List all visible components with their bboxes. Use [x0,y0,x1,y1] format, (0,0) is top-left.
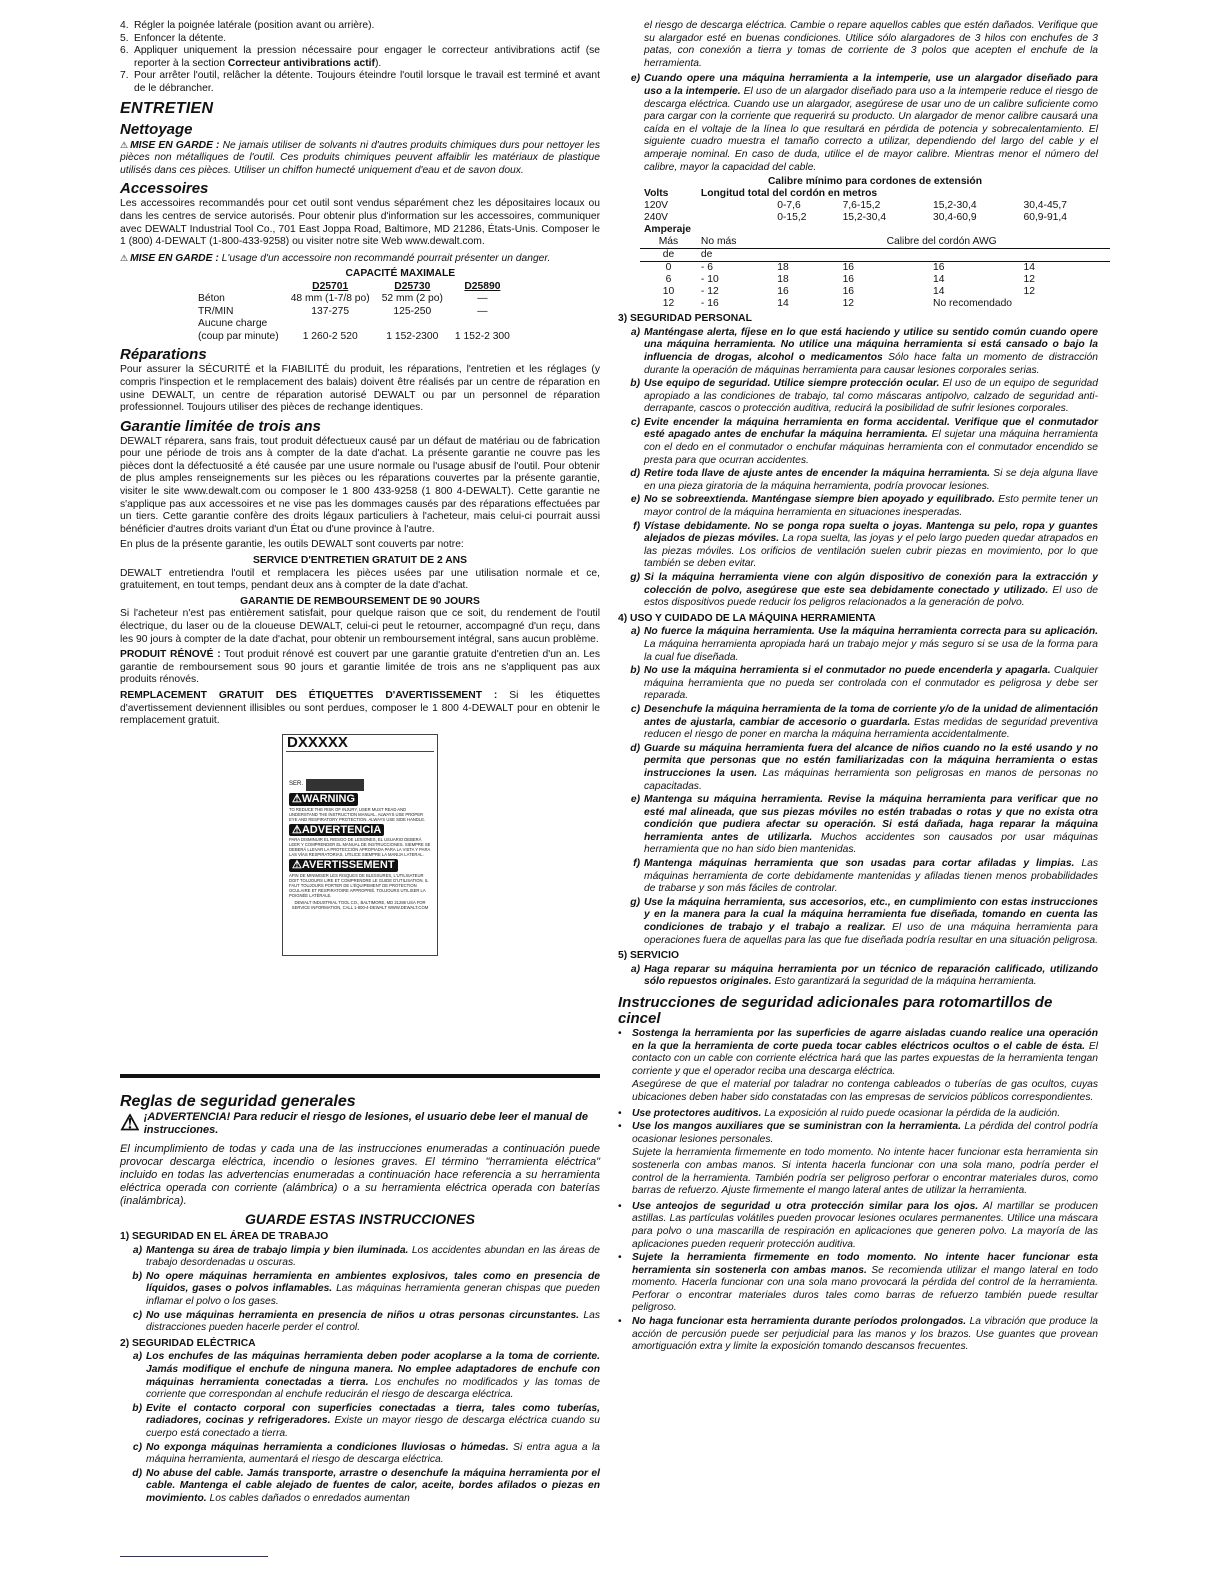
warning-triangle-icon: ⚠ [120,1110,140,1135]
label-divider [286,751,434,752]
item-text [146,1271,600,1309]
produit-renove [120,649,600,687]
item-key: c) [132,1309,142,1321]
ext-table-title: Calibre mínimo para cordones de extensión [767,176,982,188]
item-key: b) [132,1270,142,1282]
item-key: a) [630,626,640,638]
cell: 52 mm (2 po) [381,293,443,305]
step-text-part: Appliquer uniquement la pression nécessaire pour engager le correcteur antivibrations actif (se reporter à la section [134,45,600,69]
item-text [644,704,1098,742]
etiquettes-label: REMPLACEMENT GRATUIT DES ÉTIQUETTES D'AVERTISSEMENT : [120,689,498,701]
item-key: b) [630,378,640,390]
step-number: 7. [120,70,129,82]
cell-value: 12 [707,286,719,298]
label-serial [289,778,437,791]
item-body: Esto garantizará la seguridad de la máquina herramienta. [771,976,1037,988]
reparations-text: Pour assurer la SÉCURITÉ et la FIABILITÉ du produit, les réparations, l'entretien et les réglages (y compris l'inspection et le remplacement des balais) doivent être réalisés par un centre de réparation en usine DEWALT, un centre de réparation autorisé DEWALT ou par un personnel de réparation professionnel. Toujours utiliser des pièces de rechange identiques. [120,364,600,414]
item-text [644,743,1098,793]
cell: - 12 [700,286,719,298]
capacity-table [192,268,516,343]
list-item [618,704,1098,742]
step-text: Régler la poignée latérale (position avant ou arrière). [134,20,375,31]
service-title: SERVICE D'ENTRETIEN GRATUIT DE 2 ANS [253,555,467,567]
service-text: DEWALT entretiendra l'outil et remplacera les pièces usées par une utilisation normale et ce, gratuitement, en tout temps, pendant deux ans à compter de la date d'achat. [120,567,600,592]
label-warning-badge: ⚠WARNING [289,793,358,806]
cell: 12 [1023,286,1035,298]
item-text [146,1403,600,1441]
garantie-text-2: En plus de la présente garantie, les outils DEWALT sont couverts par notre: [120,539,464,551]
item-bold: Sujete la herramienta firmemente en todo momento. No intente hacer funcionar esta herramienta sin sostenerla con ambas manos. [632,1252,1098,1276]
warning-triangle-icon: ⚠ [120,139,129,150]
item-body: Sólo hace falta un momento de distracción durante la operación de máquinas herramienta para causar lesiones corporales serias. [644,351,1098,376]
cell: - 6 [700,262,713,274]
item-body: Muchos accidentes son causados por usar máquinas herramienta que no han sido bien mantenidas. [644,831,1099,856]
adicionales-title: Instrucciones de seguridad adicionales para rotomartillos de cincel [618,994,1053,1027]
item-key: e) [630,794,640,806]
list-item [618,1121,1098,1146]
item-key: c) [630,703,640,715]
cell: 120V [644,200,669,212]
list-item [618,794,1098,857]
cell: 137-275 [311,305,350,317]
item-bold: Evite encender la máquina herramienta en forma accidental. Verifique que el conmutador esté apagado antes de enchufar la máquina herramienta. [644,416,1098,441]
step-number: 5. [120,32,129,44]
reglas-warning [120,1111,600,1137]
item-body: Esto permite tener un mayor control de la máquina herramienta en situaciones inesperadas. [644,494,1098,519]
list-item [618,743,1098,793]
item-bold: Use la máquina herramienta, sus accesorios, etc., en cumplimiento con estas instrucciones y en la manera para la cual la máquina herramienta fue diseñada, tomando en cuenta las condiciones de trabajo y el trabajo a realizar. [644,896,1098,934]
cell-value: 6 [707,262,713,274]
length-header: Longitud total del cordón en metros [700,188,878,200]
continued-text: el riesgo de descarga eléctrica. Cambie o repare aquellos cables que estén dañados. Verifique que su alargador esté en buenas condiciones. Utilice sólo alargadores de 3 hilos con enchufes de 3 patas, con conexión a tierra y tomas de corriente de 3 polos que acepten el enchufe de la herramienta. [644,20,1098,69]
capacity-title: CAPACITÉ MAXIMALE [345,268,456,280]
list-item [618,73,1098,174]
list-item [618,1108,1098,1121]
item-body: El uso de estos dispositivos puede reducir los peligros relacionados a la generación de polvo. [644,584,1098,609]
cell: 7,6-15,2 [842,200,881,212]
bullet-icon: • [618,1121,622,1133]
volts-header: Volts [644,188,669,200]
step-text: Enfoncer la détente. [134,32,227,44]
bullet-icon: • [618,1107,622,1119]
item-text [644,572,1098,610]
step-number: 4. [120,20,129,31]
list-item [120,1442,600,1467]
cell: - 10 [700,274,719,286]
nettoyage-warning [120,139,600,178]
item-paragraph: Sujete la herramienta firmemente en todo momento. No intente hacer funcionar esta herramienta sin sostenerla con ambas manos. Si intenta hacerla funcionar con una sola mano, podría perder el control de la herramienta. También podría ser peligroso perforar o encontrar materiales duros, como barras de refuerzo. Ajuste firmemente el mango lateral antes de utilizar la herramienta. [632,1147,1098,1197]
list-item [120,45,600,70]
item-text [644,964,1098,989]
garantie-text: DEWALT réparera, sans frais, tout produit défectueux causé par un défaut de matériau ou de fabrication pour une période de trois ans à compter de la date d'achat. La présente garantie ne couvre pas les pièces dont la défectuosité a été causée par une usure normale ou l'usage abusif de l'outil. Pour obtenir de plus amples renseignements sur les pièces ou les réparations couvertes par la présente garantie, visiter le site www.dewalt.com ou composer le 1 800 433-9258 (1 800 4-DEWALT). Cette garantie ne s'applique pas aux accessoires et ne vise pas les dommages causés par des réparations effectuées par un tiers. Cette garantie confère des droits légaux particuliers à l'acheteur, mais celui-ci pourrait aussi bénéficier d'autres droits variant d'un État ou d'une province à l'autre. [120,435,600,535]
item-text [146,1351,600,1401]
warning-label: MISE EN GARDE : [130,252,219,264]
item-text [644,897,1098,947]
item-text [146,1468,600,1506]
nettoyage-title: Nettoyage [120,120,193,138]
item-bold: No se sobreextienda. Manténgase siempre bien apoyado y equilibrado. [644,494,995,506]
list-item [618,665,1098,703]
item-key: a) [630,326,640,338]
cell: 60,9-91,4 [1023,212,1067,224]
item-text [146,1310,600,1335]
item-body: Los accidentes abundan en las áreas de trabajo desordenadas u oscuras. [146,1244,600,1269]
item-body: Si entra agua a la máquina herramienta, aumentará el riesgo de descarga eléctrica. [146,1441,600,1466]
accessoires-text: Les accessoires recommandés pour cet outil sont vendus séparément chez les dépositaires locaux ou dans les centres de service autorisés. Pour obtenir plus d'information sur les accessoires, communiquer avec DEWALT Industrial Tool Co., 701 East Joppa Road, Baltimore, MD 21286, États-Unis. Composer le 1 (800) 4-DEWALT (1-800-433-9258) ou visiter notre site Web www.dewalt.com. [120,198,600,248]
cell: 18 [777,262,789,274]
remboursement-text: Si l'acheteur n'est pas entièrement satisfait, pour quelque raison que ce soit, du rendement de l'outil électrique, du laser ou de la cloueuse DEWALT, celui-ci peut le retourner, accompagné d'un reçu, dans les 90 jours à compter de la date d'achat, pour obtenir un remboursement intégral, sans aucun problème. [120,608,600,645]
label-avertissement-text: AFIN DE MINIMISER LES RISQUES DE BLESSURES, L'UTILISATEUR DOIT TOUJOURS LIRE ET COMPRENDRE LE GUIDE D'UTILISATION. IL FAUT TOUJOURS PORTER DE L'ÉQUIPEMENT DE PROTECTION OCULAIRE ET RESPIRATOIRE APPROPRIÉ. TOUJOURS UTILISER LA POIGNÉE LATÉRALE. [289,872,429,898]
item-body: Si se deja alguna llave en una pieza giratoria de la máquina herramienta, podría provocar lesiones. [644,468,1099,492]
label-avertissement-badge: ⚠AVERTISSEMENT [289,859,398,872]
item-bold: Retire toda llave de ajuste antes de encender la máquina herramienta. [644,468,990,480]
item-body: Las distracciones pueden hacerle perder el control. [146,1309,600,1334]
item-body: La vibración que produce la acción de percusión puede ser perjudicial para las manos y los brazos. Use guantes que provean amortiguación extra y limite la exposición tomando descansos frecuentes. [632,1316,1098,1353]
row-label: (coup par minute) [198,330,279,342]
cell-value: 10 [707,274,719,286]
list-item [120,70,600,95]
table-row [640,298,1110,310]
list-item [120,1271,600,1309]
item-key: c) [630,416,640,428]
item-text [632,1108,1098,1121]
item-text [632,1028,1098,1078]
item-text [644,794,1098,857]
cell: 1 152-2300 [386,330,439,342]
item-body: Las máquinas herramienta son peligrosas en manos de personas no capacitadas. [644,767,1098,792]
list-item [618,1252,1098,1315]
item-key: e) [630,494,640,506]
cell: 14 [933,286,945,298]
item-text [644,858,1098,896]
table-row [640,212,1110,224]
item-body: Los cables dañados o enredados aumentan [206,1492,410,1504]
list-item [618,626,1098,664]
item-bold: Mantenga su máquina herramienta. Revise la máquina herramienta para verificar que no esté mal alineada, que sus piezas móviles no estén trabadas o rotas y que no exista otra condición que pudiera afectar su operación. Si está dañada, haga reparar la máquina herramienta antes de utilizarla. [644,794,1098,843]
item-body: Cualquier máquina herramienta que no pueda ser controlada con el conmutador es peligrosa y debe ser reparada. [644,665,1098,702]
model-header: D25730 [394,280,431,292]
accessoires-title: Accessoires [120,180,209,198]
item-bold: No fuerce la máquina herramienta. Use la máquina herramienta correcta para su aplicación. [644,626,1098,638]
item-key: g) [630,572,640,583]
cell: 16 [842,274,855,286]
cell: 14 [1023,262,1035,274]
item-bold: Haga reparar su máquina herramienta por un técnico de reparación calificado, utilizando sólo repuestos originales. [644,963,1098,988]
item-key: d) [630,468,640,480]
cell: 16 [777,286,789,298]
item-text [632,1252,1098,1315]
item-bold: Guarde su máquina herramienta fuera del alcance de niños cuando no la esté usando y no permita que personas que no estén familiarizadas con la máquina herramienta o estas instrucciones la usen. [644,742,1098,779]
cell: 48 mm (1-7/8 po) [290,293,370,305]
label-advertencia-badge: ⚠ADVERTENCIA [289,824,384,837]
item-bold: No use máquinas herramienta en presencia de niños u otras personas circunstantes. [146,1309,580,1321]
item-key: f) [633,858,640,870]
item-paragraph: Asegúrese de que el material por taladrar no contenga cableados o tuberías de gas ocultos, cuyas ubicaciones deben haber sido constatadas con las empresas de servicios públicos correspondientes. [632,1079,1098,1103]
item-text [632,1201,1098,1251]
cell: — [477,305,488,317]
item-text [146,1245,600,1270]
table-row [192,318,516,331]
item-body: Existe un mayor riesgo de descarga eléctrica cuando su cuerpo está conectado a tierra. [146,1415,600,1439]
list-item [618,327,1098,377]
serial-barcode [306,779,364,791]
entretien-title: ENTRETIEN [120,99,214,117]
reglas-title: Reglas de seguridad generales [120,1093,356,1110]
cell: No recomendado [933,298,1013,310]
item-bold: Los enchufes de las máquinas herramienta deben poder acoplarse a la toma de corriente. Jamás modifique el enchufe de ninguna manera. No emplee adaptadores de enchufe con máquinas herramienta conectadas a tierra. [146,1351,600,1388]
renove-label: PRODUIT RÉNOVÉ : [120,649,221,661]
warning-label: MISE EN GARDE : [130,139,220,151]
item-bold: Cuando opere una máquina herramienta a la intemperie, use un alargador diseñado para uso a la intemperie. [644,73,1098,97]
list-item [618,521,1098,571]
list-item [120,33,600,46]
item-bold: Evite el contacto corporal con superficies conectadas a tierra, tales como tuberías, radiadores, cocinas y refrigeradores. [146,1402,600,1427]
list-item [120,20,600,33]
item-text [644,417,1098,467]
section-heading: 1) SEGURIDAD EN EL ÁREA DE TRABAJO [120,1231,329,1242]
item-text [644,665,1098,703]
list-item [120,1310,600,1335]
section-heading: 5) SERVICIO [618,950,680,962]
bullet-icon: • [618,1028,622,1039]
item-body: Las máquinas herramienta generan chispas que pueden inflamar el polvo o los gases. [146,1283,600,1307]
serial-label: SER. [289,781,304,788]
garantie-title: Garantie limitée de trois ans [120,417,321,435]
step-text: Pour arrêter l'outil, relâcher la détente. Toujours éteindre l'outil lorsque le travail est terminé et avant de le débrancher. [134,70,600,94]
table-row [192,306,516,319]
bullet-icon: • [618,1200,622,1212]
item-key: d) [630,742,640,754]
accessoires-warning [120,252,600,266]
item-bold: Manténgase alerta, fíjese en lo que está haciendo y utilice su sentido común cuando opere una máquina herramienta. No utilice una máquina herramienta si está cansado o bajo la influencia de drogas, alcohol o medicamentos [644,326,1098,363]
item-bold: No haga funcionar esta herramienta durante períodos prolongados. [632,1316,967,1328]
etiquettes-text: Si les étiquettes d'avertissement deviennent illisibles ou sont perdues, composer le 1 800 4-DEWALT pour en obtenir le remplacement gratuit. [120,689,600,727]
list-item [120,1245,600,1270]
item-body: El uso de un alargador diseñado para uso a la intemperie reduce el riesgo de descarga eléctrica. Cuando use un alargador, asegúrese de usar uno de un calibre suficiente como para cargar con la corriente que requerirá su producto. Un alargador de menor calibre causará una caída en el voltaje de la línea lo que resultará en pérdida de potencia y sobrecalentamiento. El siguiente cuadro muestra el tamaño correcto a utilizar, dependiendo del largo del cable y el amperaje nominal. En caso de duda, utilice el de mayor calibre. Mientras menor el número del calibre, mayor la capacidad del cable. [644,85,1099,173]
label-warning-text: TO REDUCE THE RISK OF INJURY, USER MUST READ AND UNDERSTAND THE INSTRUCTION MANUAL. ALWAYS USE PROPER EYE AND RESPIRATORY PROTECTION. ALWAYS USE SIDE HANDLE. [289,806,426,822]
item-bold: Mantenga máquinas herramienta que son usadas para cortar afiladas y limpias. [644,858,1075,870]
cell: 12 [842,298,855,310]
extension-cord-table [640,176,1110,310]
model-header: D25701 [312,280,349,292]
cell: 16 [842,262,855,274]
cell: 15,2-30,4 [842,212,887,224]
item-body: Los enchufes no modificados y las tomas de corriente que correspondan al enchufe reducirán el riesgo de descarga eléctrica. [146,1376,600,1401]
item-key: d) [132,1467,142,1479]
de-header: de [662,249,675,261]
list-item [618,572,1098,610]
cell: 14 [933,274,945,286]
cell: 0-15,2 [777,212,807,224]
item-bold: No opere máquinas herramienta en ambientes explosivos, tales como en presencia de líquidos, gases o polvos inflamables. [146,1270,600,1295]
item-bold: Mantenga su área de trabajo limpia y bien iluminada. [146,1244,409,1256]
label-advertencia-text: PARA DISMINUIR EL RIESGO DE LESIONES, EL USUARIO DEBERÁ LEER Y COMPRENDER EL MANUAL DE INSTRUCCIONES. SIEMPRE SE DEBERÁ LLEVAR LA PROTECCIÓN APROPIADA PARA LA VISTA Y PARA LAS VÍAS RESPIRATORIAS. UTILICE SIEMPRE LA MANIJA LATERAL. [289,837,431,858]
left-column-bottom [120,1090,600,1506]
cell: 15,2-30,4 [933,200,977,212]
section-divider [120,1074,600,1078]
list-item [618,417,1098,467]
model-header: D25890 [464,280,501,292]
list-item [618,1028,1098,1078]
item-text [644,494,1098,519]
cell: 240V [644,212,669,224]
cell: 16 [842,286,855,298]
item-body: El uso de un equipo de seguridad apropiado a las condiciones de trabajo, tal como máscaras antipolvo, calzado de seguridad anti-derrapante, cascos o protección auditiva, reducirá la posibilidad de sufrir lesiones corporales. [644,378,1098,415]
list-item [618,897,1098,947]
left-column [120,20,600,956]
list-item [618,468,1098,493]
item-text [644,327,1098,377]
warning-text: L'usage d'un accessoire non recommandé pourrait présenter un danger. [221,252,551,264]
de-header: de [700,249,713,261]
footer-line [120,1556,268,1557]
nomas-header: No más [700,236,737,248]
item-body: La exposición al ruido puede ocasionar la pérdida de la audición. [761,1107,1061,1119]
cell: 1 260-2 520 [302,330,358,342]
item-bold: Sostenga la herramienta por las superficies de agarre aisladas cuando realice una operación en la que la herramienta de corte pueda tocar cables eléctricos ocultos o el cable de ésta. [632,1028,1098,1052]
right-column [618,20,1098,1355]
item-text [644,521,1098,571]
list-item [120,1403,600,1441]
cell: 30,4-45,7 [1023,200,1067,212]
list-item [618,494,1098,519]
item-bold: Si la máquina herramienta viene con algún dispositivo de conexión para la extracción y colección de polvo, asegúrese que este sea debidamente conectado y utilizado. [644,572,1098,596]
item-bold: Use equipo de seguridad. Utilice siempre protección ocular. [644,378,940,390]
item-text [644,378,1098,416]
reglas-intro: El incumplimiento de todas y cada una de las instrucciones enumeradas a continuación puede provocar descarga eléctrica, incendio o lesiones graves. El término "herramienta eléctrica" incluido en todas las advertencias enumeradas a continuación hace referencia a su herramienta eléctrica operada con corriente (alámbrica) o a su herramienta eléctrica operada con baterías (inalámbrica). [120,1143,600,1207]
item-bold: Use los mangos auxiliares que se suministran con la herramienta. [632,1121,961,1133]
item-bold: Use protectores auditivos. [632,1107,762,1119]
item-bold: No exponga máquinas herramienta a condiciones lluviosas o húmedas. [146,1441,509,1453]
amperage-header: Amperaje [644,224,691,236]
item-bold: No abuse del cable. Jamás transporte, arrastre o desenchufe la máquina herramienta por el cable. Mantenga el cable alejado de fuentes de calor, aceite, bordes afilados o piezas en movimiento. [146,1467,600,1504]
item-key: a) [132,1351,142,1363]
item-body: Al martillar se producen astillas. Las partículas volátiles pueden provocar lesiones oculares permanentes. Utilice una máscara para polvo o una mascarilla de respiración en aplicaciones que generen polvo. La mayoría de las aplicaciones pueden requerir protección auditiva. [632,1200,1098,1250]
cell: 14 [777,298,789,310]
item-text [644,468,1098,493]
table-row [192,293,516,306]
item-body: El uso de una máquina herramienta para operaciones fuera de aquellas para las que fue diseñada podría resultar en una situación peligrosa. [644,922,1098,946]
item-bold: Desenchufe la máquina herramienta de la toma de corriente y/o de la unidad de alimentación antes de ajustarla, cambiar de accesorio o guardarla. [644,703,1098,728]
list-item [618,1316,1098,1354]
cell-value: 16 [707,298,719,310]
item-body: La ropa suelta, las joyas y el pelo largo pueden quedar atrapados en las piezas móviles. Los orificios de ventilación suelen cubrir piezas en movimiento, por lo que también se deben evitar. [644,533,1098,570]
item-text [644,626,1098,664]
item-key: b) [132,1402,142,1414]
item-key: a) [132,1244,142,1256]
item-key: a) [630,963,640,975]
list-item [120,1351,600,1401]
cell: 16 [933,262,945,274]
item-text [146,1442,600,1467]
reglas-warning-text: ¡ADVERTENCIA! Para reducir el riesgo de lesiones, el usuario debe leer el manual de instrucciones. [143,1111,588,1136]
step-number: 6. [120,45,129,57]
row-label: TR/MIN [198,305,234,317]
cell: 30,4-60,9 [933,212,977,224]
label-footer: DEWALT INDUSTRIAL TOOL CO., BALTIMORE, MD 21286 USA FOR SERVICE INFORMATION, CALL 1-800-4-DEWALT WWW.DEWALT.COM [291,899,429,910]
steps-list [120,20,600,96]
cell: 18 [777,274,789,286]
table-row [640,262,1110,275]
item-key: b) [630,665,640,677]
section-heading: 4) USO Y CUIDADO DE LA MÁQUINA HERRAMIENTA [618,612,876,624]
cell: 10 [662,286,675,298]
remboursement-title: GARANTIE DE REMBOURSEMENT DE 90 JOURS [240,595,480,607]
renove-text: Tout produit rénové est couvert par une garantie gratuite d'entretien d'un an. Les garantie de remboursement sous 90 jours et garantie limitée de trois ans ne s'appliquent pas aux produits rénovés. [120,649,600,686]
reparations-title: Réparations [120,346,207,364]
cell: 1 152-2 300 [454,330,510,342]
bullet-icon: • [618,1316,622,1328]
item-bold: No use la máquina herramienta si el conmutador no puede encenderla y apagarla. [644,665,1051,677]
bullet-icon: • [618,1252,622,1264]
item-bold: Use anteojos de seguridad u otra protección similar para los ojos. [632,1200,979,1212]
item-body: La pérdida del control podría ocasionar lesiones personales. [632,1121,1099,1145]
table-row [640,200,1110,212]
step-text [134,45,600,70]
row-label: Aucune charge [198,318,268,330]
guarde-heading: GUARDE ESTAS INSTRUCCIONES [245,1211,475,1227]
item-key: f) [633,520,640,532]
table-row [640,274,1110,286]
warning-triangle-icon: ⚠ [120,252,129,263]
list-item [618,1201,1098,1251]
section-heading: 3) SEGURIDAD PERSONAL [618,313,752,325]
section-heading: 2) SEGURIDAD ELÉCTRICA [120,1337,256,1349]
label-model: DXXXXX [287,733,348,751]
warning-label-image [282,734,438,956]
item-body: El sujetar una máquina herramienta con el dedo en el conmutador o enchufar máquinas herramienta con el conmutador encendido se presta para que ocurran accidentes. [644,429,1098,466]
item-text [644,73,1098,174]
item-body: Se recomienda utilizar el mango lateral en todo momento. Hacerla funcionar con una sola mano provocará la pérdida del control de la herramienta. Perforar o encontrar materiales duros tales como barras de refuerzo también puede resultar peligroso. [632,1264,1098,1314]
item-text [632,1316,1098,1354]
warning-text: Ne jamais utiliser de solvants ni d'autres produits chimiques durs pour nettoyer les pièces non métalliques de l'outil. Ces produits chimiques peuvent affaiblir les matériaux de plastique utilisés dans ces pièces. Utiliser un chiffon humecté uniquement d'eau et de savon doux. [120,139,600,176]
item-key: e) [630,73,640,85]
cell: 0 [665,262,672,274]
cell: 12 [1023,274,1035,286]
item-body: Las máquinas herramienta de corte debidamente mantenidas y afiladas tienen menos probabilidades de trabarse y son más fáciles de controlar. [644,858,1098,895]
list-item [618,858,1098,896]
item-body: Estas medidas de seguridad preventiva reducen el riesgo de poner en marcha la máquina herramienta accidentalmente. [644,716,1098,741]
cell: 6 [665,274,672,286]
cell: — [477,293,488,305]
step-text-end: ). [374,57,382,69]
table-row [192,331,516,344]
cell: - 16 [700,298,719,310]
item-key: g) [630,896,640,908]
row-label: Béton [198,293,225,305]
remplacement-etiquettes [120,690,600,728]
list-item [120,1468,600,1506]
item-key: c) [132,1441,142,1453]
item-text [632,1121,1098,1146]
table-row [640,286,1110,298]
cell: 0-7,6 [777,200,801,212]
awg-header: Calibre del cordón AWG [886,236,997,248]
list-item [618,964,1098,989]
item-body: La máquina herramienta apropiada hará un trabajo mejor y más seguro si se usa de la forma para la cual fue diseñada. [644,638,1098,663]
mas-header: Más [658,236,679,248]
item-body: El contacto con un cable con corriente eléctrica hará que las partes expuestas de la herramienta tengan corriente y que el operador reciba una descarga eléctrica. [632,1040,1098,1077]
cell: 12 [662,298,675,310]
cell: 125-250 [393,305,432,317]
list-item [618,378,1098,416]
step-text-bold: Correcteur antivibrations actif [227,57,375,69]
item-bold: Vístase debidamente. No se ponga ropa suelta o joyas. Mantenga su pelo, ropa y guantes alejados de piezas móviles. [644,520,1098,545]
